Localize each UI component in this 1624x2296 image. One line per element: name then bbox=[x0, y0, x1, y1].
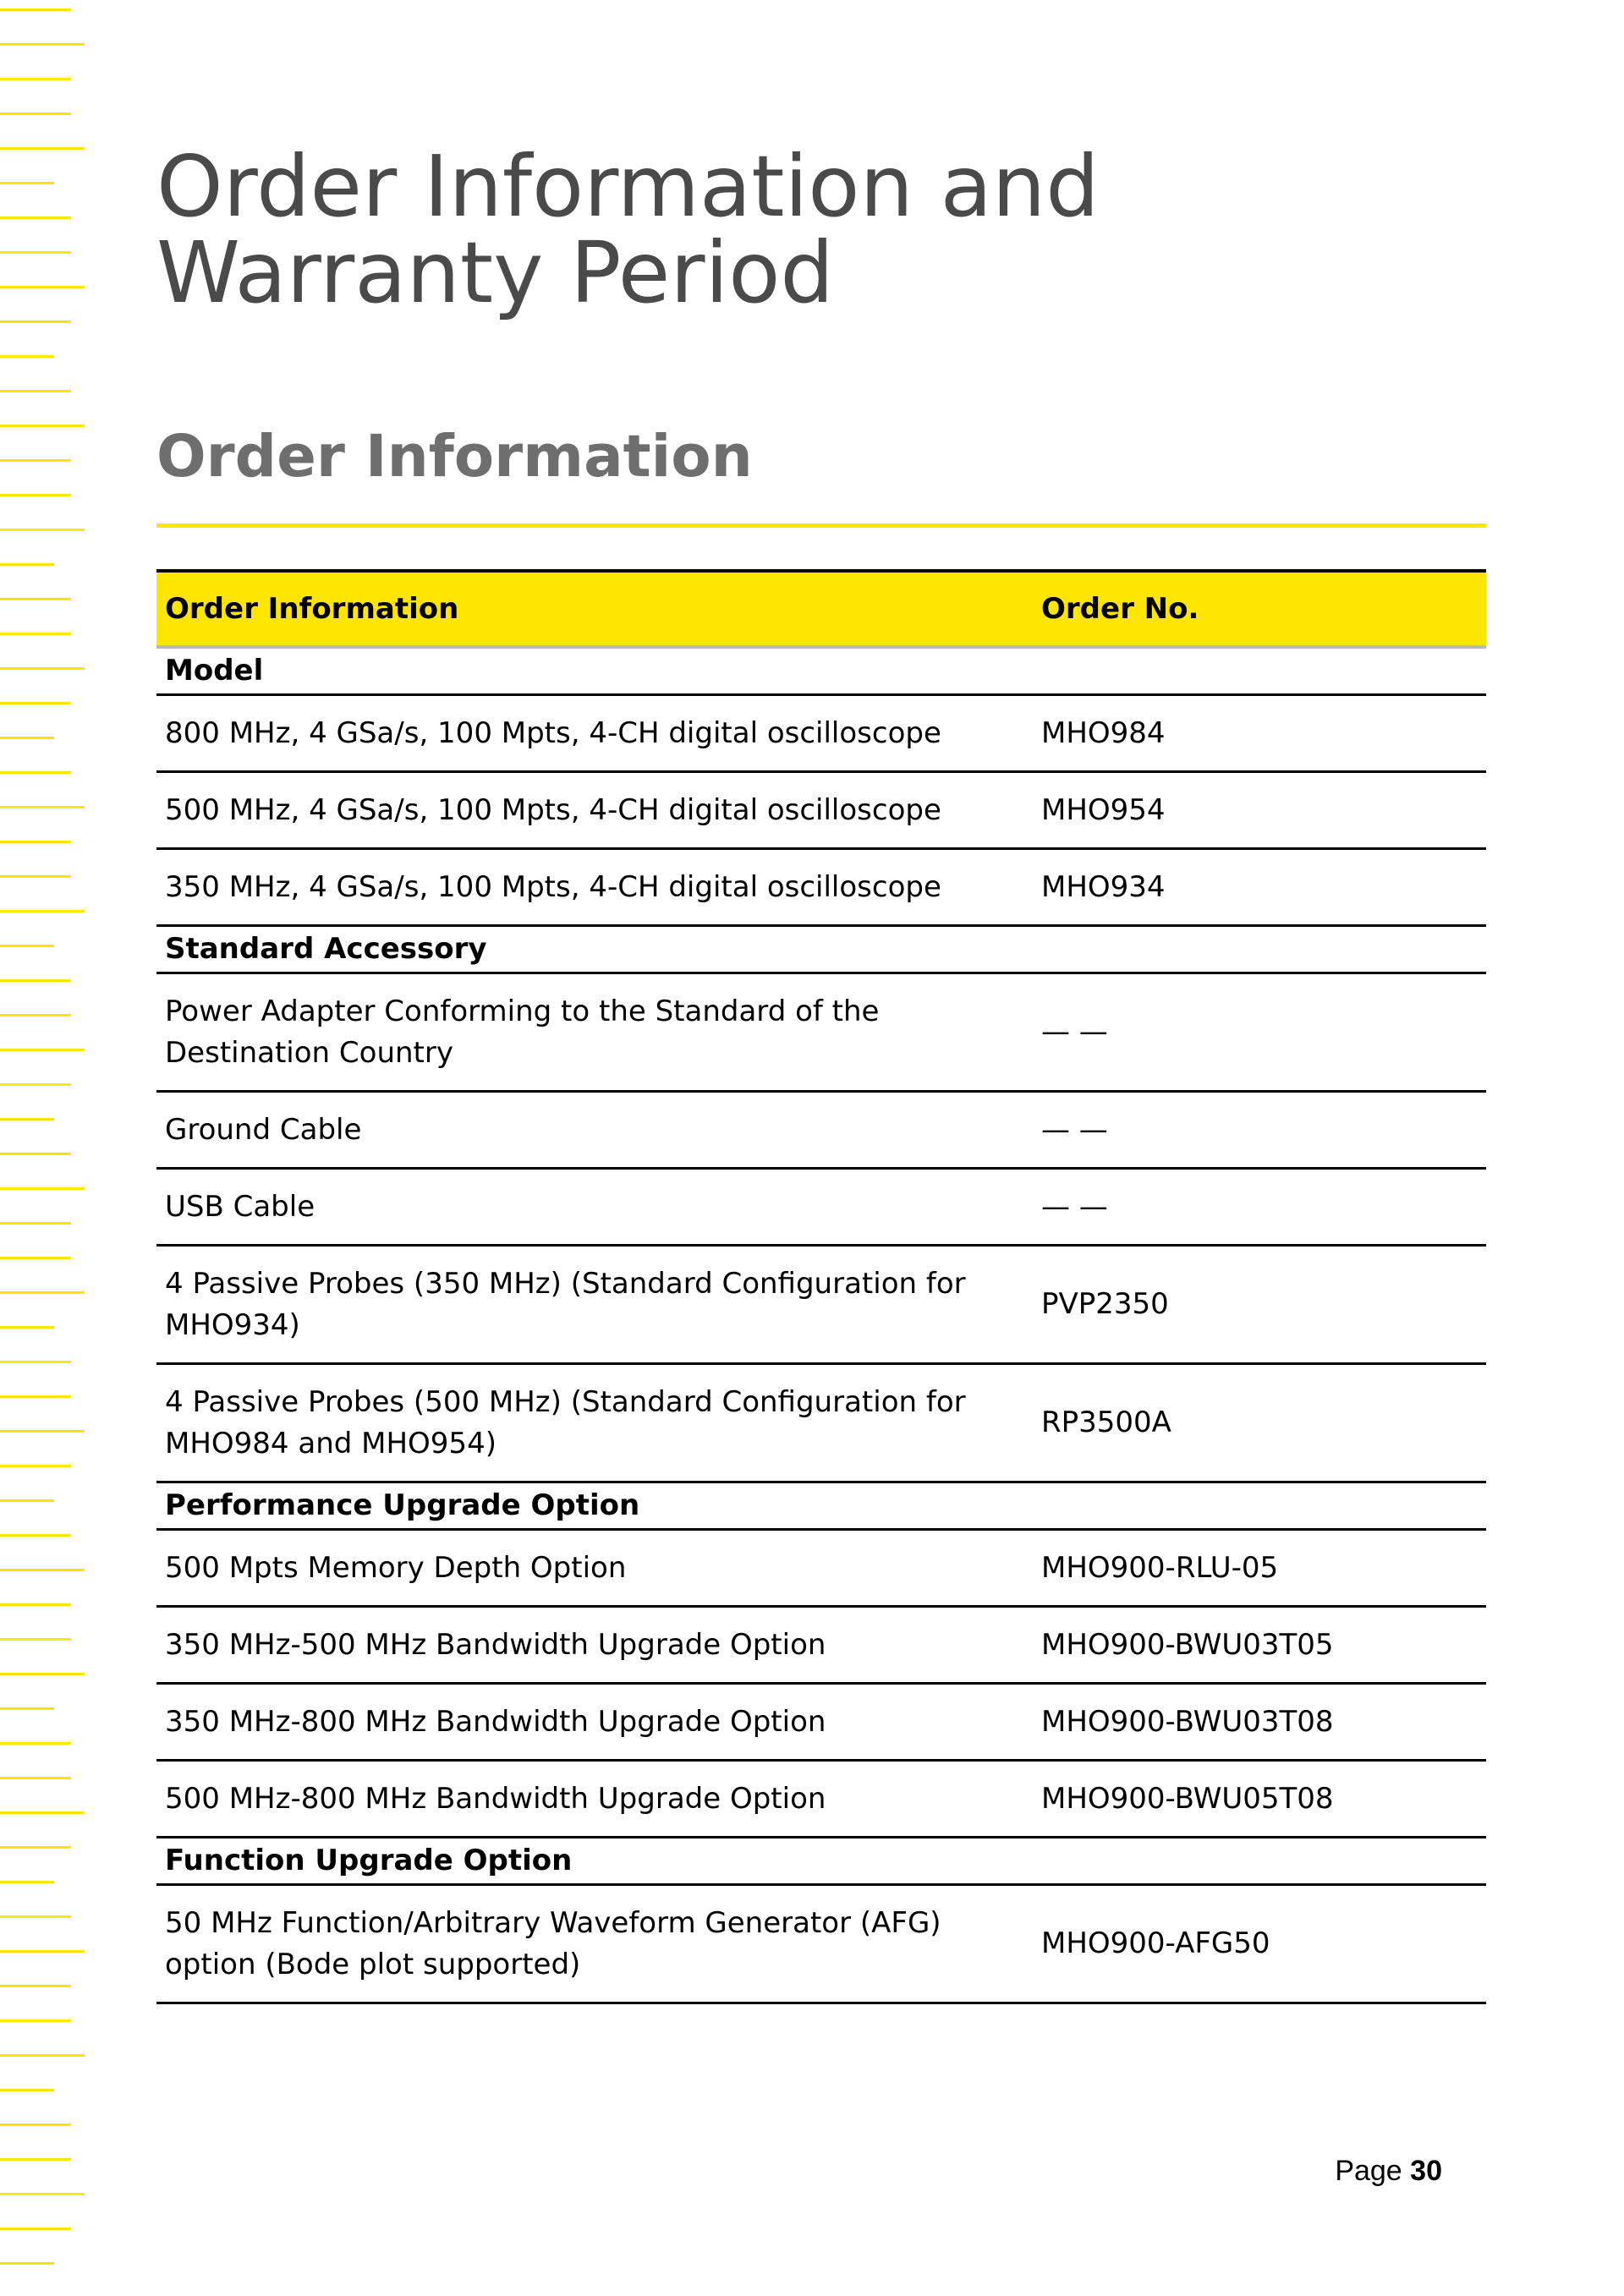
margin-tick bbox=[0, 1673, 85, 1675]
margin-tick bbox=[0, 390, 71, 392]
table-row bbox=[156, 696, 1486, 773]
table-group-row bbox=[156, 1483, 1486, 1531]
section-divider bbox=[156, 523, 1486, 528]
margin-tick bbox=[0, 1603, 71, 1606]
item-description: 800 MHz, 4 GSa/s, 100 Mpts, 4-CH digital oscilloscope bbox=[165, 715, 941, 750]
margin-tick bbox=[0, 1118, 54, 1121]
margin-tick bbox=[0, 1465, 71, 1467]
margin-tick bbox=[0, 286, 85, 288]
item-order-no: MHO900-AFG50 bbox=[1041, 1926, 1270, 1960]
table-row bbox=[156, 1886, 1486, 2004]
table-row bbox=[156, 1170, 1486, 1247]
margin-tick bbox=[0, 355, 54, 358]
table-row bbox=[156, 1247, 1486, 1365]
margin-tick bbox=[0, 1846, 71, 1849]
margin-tick bbox=[0, 806, 85, 808]
margin-tick bbox=[0, 1187, 85, 1190]
table-row bbox=[156, 1608, 1486, 1685]
item-order-no: PVP2350 bbox=[1041, 1287, 1169, 1321]
margin-tick bbox=[0, 1638, 71, 1641]
margin-tick bbox=[0, 2262, 54, 2265]
margin-tick bbox=[0, 78, 71, 80]
margin-tick bbox=[0, 875, 71, 878]
margin-tick bbox=[0, 1777, 71, 1779]
margin-tick bbox=[0, 1049, 85, 1051]
margin-decoration bbox=[0, 0, 95, 2296]
item-description: 4 Passive Probes (500 MHz) (Standard Configuration for MHO984 and MHO954) bbox=[165, 1384, 966, 1460]
margin-tick bbox=[0, 1153, 71, 1155]
table-row bbox=[156, 773, 1486, 850]
item-description: 500 MHz, 4 GSa/s, 100 Mpts, 4-CH digital oscilloscope bbox=[165, 792, 941, 827]
item-order-no: — — bbox=[1041, 1112, 1108, 1147]
margin-tick bbox=[0, 1499, 54, 1502]
margin-tick bbox=[0, 2193, 85, 2195]
margin-tick bbox=[0, 2089, 54, 2091]
table-header-row bbox=[156, 569, 1486, 649]
margin-tick bbox=[0, 1395, 71, 1398]
table-row bbox=[156, 1762, 1486, 1838]
margin-tick bbox=[0, 1985, 71, 1987]
margin-tick bbox=[0, 8, 71, 11]
margin-tick bbox=[0, 1569, 85, 1571]
margin-tick bbox=[0, 182, 54, 184]
margin-tick bbox=[0, 494, 71, 496]
margin-tick bbox=[0, 1950, 85, 1953]
margin-tick bbox=[0, 147, 85, 150]
table-row bbox=[156, 1685, 1486, 1762]
table-row bbox=[156, 1365, 1486, 1483]
table-row bbox=[156, 974, 1486, 1093]
margin-tick bbox=[0, 1014, 71, 1016]
item-description: 350 MHz, 4 GSa/s, 100 Mpts, 4-CH digital oscilloscope bbox=[165, 869, 941, 904]
group-label: Performance Upgrade Option bbox=[165, 1488, 640, 1522]
item-order-no: — — bbox=[1041, 1189, 1108, 1224]
margin-tick bbox=[0, 1083, 71, 1086]
margin-tick bbox=[0, 1326, 54, 1329]
group-label: Standard Accessory bbox=[165, 932, 487, 966]
margin-tick bbox=[0, 771, 71, 774]
item-order-no: MHO900-BWU03T08 bbox=[1041, 1704, 1334, 1739]
margin-tick bbox=[0, 1534, 71, 1537]
margin-tick bbox=[0, 563, 54, 566]
section-title: Order Information bbox=[156, 423, 753, 490]
item-description: USB Cable bbox=[165, 1189, 315, 1224]
margin-tick bbox=[0, 1257, 71, 1259]
item-description: Power Adapter Conforming to the Standard of the Destination Country bbox=[165, 994, 880, 1070]
item-order-no: — — bbox=[1041, 1015, 1108, 1049]
margin-tick bbox=[0, 425, 85, 427]
item-order-no: MHO954 bbox=[1041, 792, 1166, 827]
page-label: Page bbox=[1335, 2155, 1402, 2187]
margin-tick bbox=[0, 216, 71, 219]
margin-tick bbox=[0, 1361, 71, 1363]
margin-tick bbox=[0, 1291, 85, 1294]
table-group-row bbox=[156, 649, 1486, 696]
header-order-information: Order Information bbox=[165, 592, 459, 626]
margin-tick bbox=[0, 598, 71, 600]
item-description: 350 MHz-800 MHz Bandwidth Upgrade Option bbox=[165, 1704, 826, 1739]
margin-tick bbox=[0, 737, 54, 739]
order-information-table bbox=[156, 569, 1486, 2004]
margin-tick bbox=[0, 1430, 85, 1433]
item-description: 500 Mpts Memory Depth Option bbox=[165, 1550, 627, 1585]
margin-tick bbox=[0, 1915, 71, 1918]
item-order-no: MHO900-BWU05T08 bbox=[1041, 1781, 1334, 1816]
item-description: 350 MHz-500 MHz Bandwidth Upgrade Option bbox=[165, 1627, 826, 1662]
item-order-no: MHO900-RLU-05 bbox=[1041, 1550, 1279, 1585]
margin-tick bbox=[0, 321, 71, 323]
table-row bbox=[156, 1531, 1486, 1608]
margin-tick bbox=[0, 1742, 71, 1745]
margin-tick bbox=[0, 2054, 85, 2057]
margin-tick bbox=[0, 633, 71, 635]
margin-tick bbox=[0, 2019, 71, 2022]
item-order-no: MHO934 bbox=[1041, 869, 1166, 904]
table-row bbox=[156, 1093, 1486, 1170]
margin-tick bbox=[0, 1881, 54, 1883]
item-description: 500 MHz-800 MHz Bandwidth Upgrade Option bbox=[165, 1781, 826, 1816]
margin-tick bbox=[0, 459, 71, 462]
page-title: Order Information and Warranty Period bbox=[156, 137, 1100, 322]
header-order-no: Order No. bbox=[1041, 592, 1199, 626]
margin-tick bbox=[0, 529, 85, 531]
margin-tick bbox=[0, 702, 71, 704]
margin-tick bbox=[0, 667, 85, 670]
table-group-row bbox=[156, 1838, 1486, 1886]
item-order-no: RP3500A bbox=[1041, 1406, 1171, 1439]
item-description: 4 Passive Probes (350 MHz) (Standard Configuration for MHO934) bbox=[165, 1266, 966, 1342]
group-label: Model bbox=[165, 654, 264, 688]
margin-tick bbox=[0, 841, 71, 843]
margin-tick bbox=[0, 1811, 85, 1814]
margin-tick bbox=[0, 43, 85, 46]
item-order-no: MHO900-BWU03T05 bbox=[1041, 1627, 1334, 1662]
margin-tick bbox=[0, 1222, 71, 1225]
margin-tick bbox=[0, 251, 71, 254]
page-number-value: 30 bbox=[1410, 2155, 1442, 2187]
margin-tick bbox=[0, 2228, 71, 2230]
margin-tick bbox=[0, 112, 71, 115]
margin-tick bbox=[0, 1707, 54, 1710]
table-row bbox=[156, 850, 1486, 927]
margin-tick bbox=[0, 979, 71, 982]
table-group-row bbox=[156, 927, 1486, 974]
margin-tick bbox=[0, 945, 54, 947]
item-description: Ground Cable bbox=[165, 1112, 362, 1147]
margin-tick bbox=[0, 2123, 71, 2126]
margin-tick bbox=[0, 910, 85, 912]
margin-tick bbox=[0, 2158, 71, 2161]
group-label: Function Upgrade Option bbox=[165, 1844, 573, 1877]
page-number bbox=[1335, 2155, 1442, 2188]
item-description: 50 MHz Function/Arbitrary Waveform Generator (AFG) option (Bode plot supported) bbox=[165, 1905, 941, 1981]
item-order-no: MHO984 bbox=[1041, 715, 1166, 750]
table-body bbox=[156, 649, 1486, 2004]
